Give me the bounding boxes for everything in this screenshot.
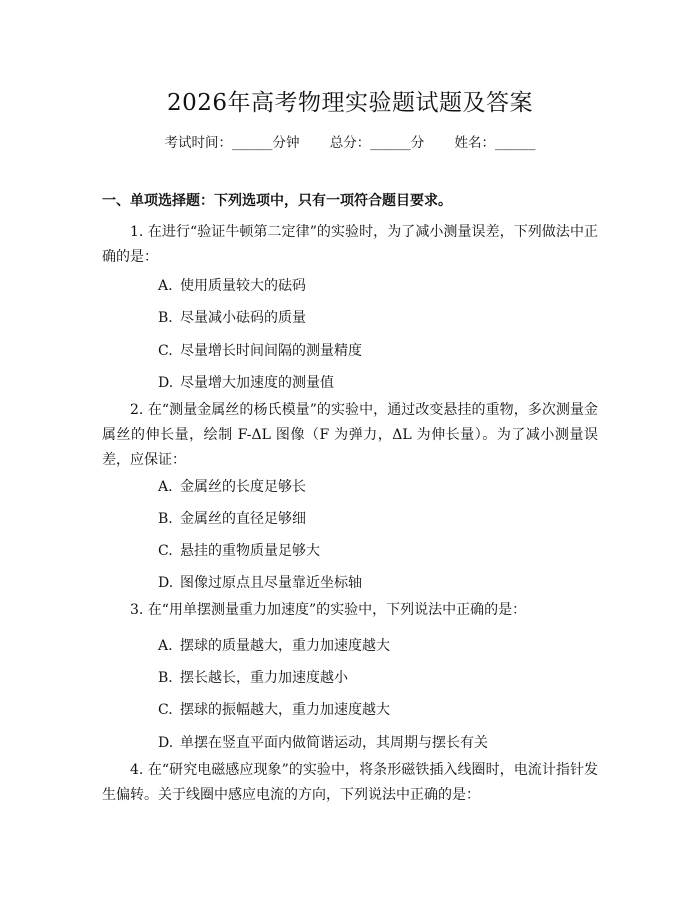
option-label: C. (158, 343, 173, 359)
exam-info-line (0, 131, 700, 151)
option-text: 尽量增长时间间隔的测量精度 (180, 343, 362, 359)
question-1-text: 1. 在进行“验证牛顿第二定律”的实验时，为了减小测量误差，下列做法中正确的是： (102, 224, 598, 265)
option-text: 尽量减小砝码的质量 (180, 310, 306, 326)
option-label: B. (158, 511, 173, 527)
question-2-text: 2. 在“测量金属丝的杨氏模量”的实验中，通过改变悬挂的重物，多次测量金属丝的伸长量，绘制 F-ΔL 图像（F 为弹力，ΔL 为伸长量）。为了减小测量误差，应保证： (102, 402, 598, 468)
option-label: D. (158, 575, 174, 591)
section-heading: 一、单项选择题：下列选项中，只有一项符合题目要求。 (102, 193, 452, 209)
question-1-option-b (158, 307, 306, 327)
option-label: A. (158, 278, 173, 294)
question-3-option-b (158, 667, 348, 687)
option-text: 单摆在竖直平面内做简谐运动，其周期与摆长有关 (180, 735, 488, 751)
question-4-text: 4. 在“研究电磁感应现象”的实验中，将条形磁铁插入线圈时，电流计指针发生偏转。关于线圈中感应电流的方向，下列说法中正确的是： (102, 762, 598, 803)
option-text: 摆长越长，重力加速度越小 (180, 670, 348, 686)
option-text: 尽量增大加速度的测量值 (180, 375, 334, 391)
question-2-option-c (158, 540, 320, 560)
exam-time-field: 考试时间：______分钟 (164, 135, 300, 151)
option-label: B. (158, 670, 173, 686)
question-3-option-c (158, 699, 390, 719)
question-3-option-d (158, 732, 488, 752)
option-label: A. (158, 638, 173, 654)
option-text: 使用质量较大的砝码 (180, 278, 306, 294)
student-name-field: 姓名：______ (454, 135, 536, 151)
option-label: D. (158, 375, 174, 391)
option-label: D. (158, 735, 174, 751)
total-score-field: 总分：______分 (329, 135, 425, 151)
question-2-option-b (158, 508, 306, 528)
question-3-option-a (158, 635, 390, 655)
question-1-option-d (158, 372, 334, 392)
option-text: 摆球的振幅越大，重力加速度越大 (180, 702, 390, 718)
question-2-option-a (158, 476, 306, 496)
option-text: 悬挂的重物质量足够大 (180, 543, 320, 559)
option-text: 金属丝的直径足够细 (180, 511, 306, 527)
option-label: A. (158, 479, 173, 495)
question-3-text: 3. 在“用单摆测量重力加速度”的实验中，下列说法中正确的是： (130, 602, 527, 618)
option-text: 摆球的质量越大，重力加速度越大 (180, 638, 390, 654)
page-title: 2026年高考物理实验题试题及答案 (166, 90, 534, 116)
question-1-option-a (158, 275, 306, 295)
option-text: 金属丝的长度足够长 (180, 479, 306, 495)
question-2-option-d (158, 572, 362, 592)
question-1-option-c (158, 340, 362, 360)
option-text: 图像过原点且尽量靠近坐标轴 (180, 575, 362, 591)
option-label: C. (158, 702, 173, 718)
option-label: B. (158, 310, 173, 326)
option-label: C. (158, 543, 173, 559)
